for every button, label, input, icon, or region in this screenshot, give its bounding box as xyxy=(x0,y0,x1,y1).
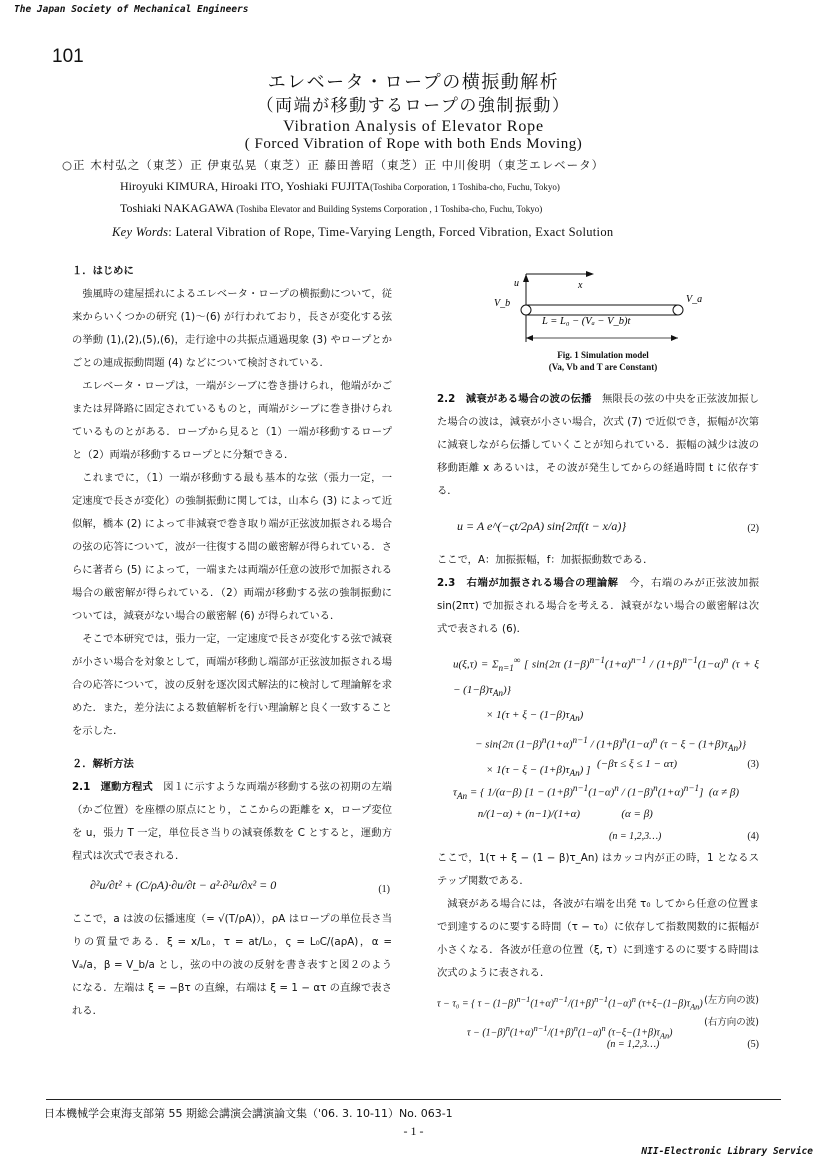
authors-japanese: ○正 木村弘之（東芝）正 伊東弘晃（東芝）正 藤田善昭（東芝）正 中川俊明（東芝エレベータ） xyxy=(62,158,605,172)
section-method-heading: ２．解析方法 xyxy=(72,758,134,770)
keywords xyxy=(112,225,613,240)
equation-2-number: (2) xyxy=(747,523,759,534)
equation-1: ∂²u/∂t² + (C/ρA)·∂u/∂t − a²·∂²u/∂x² = 0 xyxy=(90,878,277,892)
paper-number: 101 xyxy=(52,46,84,67)
method-paragraph-1: 図１に示すような両端が移動する弦の初期の左端（かご位置）を座標の原点にとり，ここからの距離を x，ロープ変位を u，張力 T 一定，単位長さ当りの減衰係数を C とすると，運動方程式は次式で表される． xyxy=(72,781,392,862)
equation-3: $u(\xi,\tau) = \Sigma_{n=1}^\infty$ [ sin{2π $(1-\beta)^{n-1}(1+\alpha)^{n-1} / (1+\beta)^{n-1}(1-\alpha)^n$ $(\tau + \xi - (1-\beta)\tau_{An})$} × $1(\tau + \xi - (1-\beta)\tau_{An})$ − sin{2π $(1-\beta)^n(1+\alpha)^{n-1} / (1+\beta)^n(1-\alpha)^n$ $(\tau - \xi - (1+\beta)\tau_{An})$} × $1(\tau - \xi - (1+\beta)\tau_{An})$ ] xyxy=(453,655,759,779)
equation-4-n-range: (n = 1,2,3…) xyxy=(609,831,662,842)
intro-paragraph-4: そこで本研究では，張力一定，一定速度で長さが変化する弦で減衰が小さい場合を対象として，両端が移動し端部が正弦波加振される場合の応答について，波の反射を逐次図式解法的に検討して理論解を求めた．また，差分法による数値解析を行い理論解と良く一致することを示した． xyxy=(72,633,392,737)
equation-5-number: (5) xyxy=(747,1039,759,1050)
fig1-label-vb: V_b xyxy=(494,298,511,309)
equation-1-block xyxy=(72,868,392,908)
section-introduction-heading: １．はじめに xyxy=(72,265,134,277)
title-japanese-sub: （両端が移動するロープの強制振動） xyxy=(256,96,571,116)
fig1-right-pulley xyxy=(673,305,683,315)
right-end-paragraph-1: 今，右端のみが正弦波加振 sin(2πτ) で加振される場合を考える．減衰がない場合の厳密解は次式で表される (6)． xyxy=(437,577,760,635)
intro-paragraph-1: 強風時の建屋揺れによるエレベータ・ロープの横振動について，従来からいくつかの研究 (1)～(6) が行われており，長さが変化する弦の挙動 (1),(2),(5),(6)，走行途中の共振点通過現象 (3) やロープとかごとの連成振動問題 (4) などについて検討されている． xyxy=(72,288,392,369)
figure-1-caption-note: (Va, Vb and T are Constant) xyxy=(548,362,658,372)
fig1-dim-arrow-left xyxy=(526,335,533,341)
keywords-label: Key Words xyxy=(112,225,169,239)
wave-paragraph-1: 無限長の弦の中央を正弦波加振した場合の波は，減衰が小さい場合，次式 (7) で近似でき，振幅が次第に減衰しながら伝播していくことが知られている．振幅の減少は波の移動距離 x あるいは，その波が発生してからの経過時間 t に依存する． xyxy=(437,393,760,497)
equation-4-case-1: (α ≠ β) xyxy=(708,786,740,799)
left-column xyxy=(72,260,392,1023)
fig1-dim-arrow-right xyxy=(671,335,678,341)
fig1-label-u: u xyxy=(514,278,519,289)
footer-proceedings: 日本機械学会東海支部第 55 期総会講演会講演論文集（'06. 3. 10-11）No. 063-1 xyxy=(44,1107,453,1120)
equation-5-block xyxy=(437,985,759,1055)
authors-english-line2 xyxy=(120,201,542,216)
subsection-wave-propagation: 2.2 減衰がある場合の波の伝播 xyxy=(437,393,592,405)
fig1-label-x: x xyxy=(578,280,583,291)
intro-paragraph-2: エレベータ・ロープは，一端がシーブに巻き掛けられ，他端がかごまたは昇降路に固定されているものと，両端がシーブに巻き掛けられているものとがある．ロープから見ると（1）一端が移動するロープと（2）両端が移動するロープとに分類できる． xyxy=(72,380,392,461)
equation-5: τ − τ₀ = { $\tau - (1-\beta)^{n-1}(1+\alpha)^{n-1}/(1+\beta)^{n-1}(1-\alpha)^n$ $(\tau+\xi-(1-\beta)\tau_{An})$ $\tau - (1-\beta)^n(1+\alpha)^{n-1}/(1+\beta)^n(1-\alpha)^n$ $(\tau-\xi-(1+\beta)\tau_{An})$ xyxy=(437,995,703,1041)
equation-4: $\tau_{An}$ = { 1/(α−β) $[1 - (1+\beta)^{n-1}(1-\alpha)^n / (1-\beta)^n(1+\alpha)^{n-1}]$ (α ≠ β) n/(1−α) + (n−1)/(1+α) (α = β) xyxy=(453,783,740,820)
title-english-main: Vibration Analysis of Elevator Rope xyxy=(283,118,544,135)
keywords-text: : Lateral Vibration of Rope, Time-Varying Length, Forced Vibration, Exact Solution xyxy=(168,225,614,239)
fig1-left-pulley xyxy=(521,305,531,315)
fig1-label-length: L = L₀ − (Vₐ − V_b)t xyxy=(542,316,631,327)
equation-1-number: (1) xyxy=(378,884,390,895)
title-english-sub: ( Forced Vibration of Rope with both Ends Moving) xyxy=(244,136,583,152)
figure-1-caption: Fig. 1 Simulation model xyxy=(557,350,649,360)
equation-5-right-wave: (右方向の波) xyxy=(704,1017,759,1028)
journal-header: The Japan Society of Mechanical Engineers xyxy=(14,4,249,15)
page-number: - 1 - xyxy=(403,1124,424,1138)
authors-affiliation-1: (Toshiba Corporation, 1 Toshiba-cho, Fuchu, Tokyo) xyxy=(370,182,560,192)
subsection-equation-of-motion: 2.1 運動方程式 xyxy=(72,781,153,793)
equation-3-number: (3) xyxy=(747,759,759,770)
authors-names-2: Toshiaki NAKAGAWA xyxy=(120,201,234,215)
equation-5-n-range: (n = 1,2,3…) xyxy=(607,1039,660,1050)
equation-2-block xyxy=(437,503,759,549)
equation-3-block xyxy=(437,641,759,823)
wave-paragraph-2: ここで，A：加振振幅，f：加振振動数である． xyxy=(437,554,654,566)
equation-4-footer xyxy=(437,823,759,847)
right-column xyxy=(437,388,759,1055)
right-end-paragraph-2: ここで，1(τ + ξ − (1 − β)τ_An) はカッコ内が正の時，1 となるステップ関数である． xyxy=(437,852,759,887)
equation-2: u = A e^(−ςt/2ρA) sin{2πf(t − x/a)} xyxy=(457,519,627,533)
right-end-paragraph-3: 減衰がある場合には，各波が右端を出発 τ₀ してから任意の位置まで到達するのに要する時間（τ − τ₀）に依存して指数関数的に振幅が小さくなる．各波が任意の位置（ξ, τ）に到達するのに要する時間は次式のように表される． xyxy=(437,898,759,979)
fig1-u-arrow xyxy=(523,274,529,282)
intro-paragraph-3: これまでに，（1）一端が移動する最も基本的な弦（張力一定，一定速度で長さが変化）の強制振動に関しては，山本ら (3) によって近似解，橋本 (2) によって非減衰で巻き取り端が正弦波加振される場合の弦の応答について，波が一往復する間の厳密解が得られている．さらに著者ら (5) によって，一端または両端が任意の波形で加振される場合の厳密解が得られている．（2）両端が移動する弦の強制振動については，減衰がない場合の厳密解 (6) が得られている． xyxy=(72,472,392,622)
authors-names-1: Hiroyuki KIMURA, Hiroaki ITO, Yoshiaki FUJITA xyxy=(120,179,371,193)
equation-4-number: (4) xyxy=(747,831,759,842)
fig1-label-va: V_a xyxy=(686,294,703,305)
authors-affiliation-2: (Toshiba Elevator and Building Systems Corporation , 1 Toshiba-cho, Fuchu, Tokyo) xyxy=(236,204,543,214)
method-paragraph-2: ここで，a は波の伝播速度（= √(T/ρA)），ρA はロープの単位長さ当りの質量である．ξ = x/L₀，τ = at/L₀，ς = L₀C/(aρA)，α = Vₐ/a，β = V_b/a とし，弦の中の波の反射を書き表すと図２のようになる．左端は ξ = −βτ の直線，右端は ξ = 1 − ατ の直線で表される． xyxy=(72,913,392,1017)
authors-english-line1 xyxy=(120,179,560,194)
title-japanese-main: エレベータ・ロープの横振動解析 xyxy=(267,72,560,93)
subsection-right-end-excitation: 2.3 右端が加振される場合の理論解 xyxy=(437,577,619,589)
footer-divider xyxy=(46,1099,781,1100)
library-footer: NII-Electronic Library Service xyxy=(641,1146,813,1157)
equation-3-range: (−βτ ≤ ξ ≤ 1 − ατ) xyxy=(597,758,678,770)
equation-5-left-wave: (左方向の波) xyxy=(704,995,759,1006)
equation-4-case-2: (α = β) xyxy=(621,807,653,820)
fig1-x-arrow xyxy=(586,271,594,277)
